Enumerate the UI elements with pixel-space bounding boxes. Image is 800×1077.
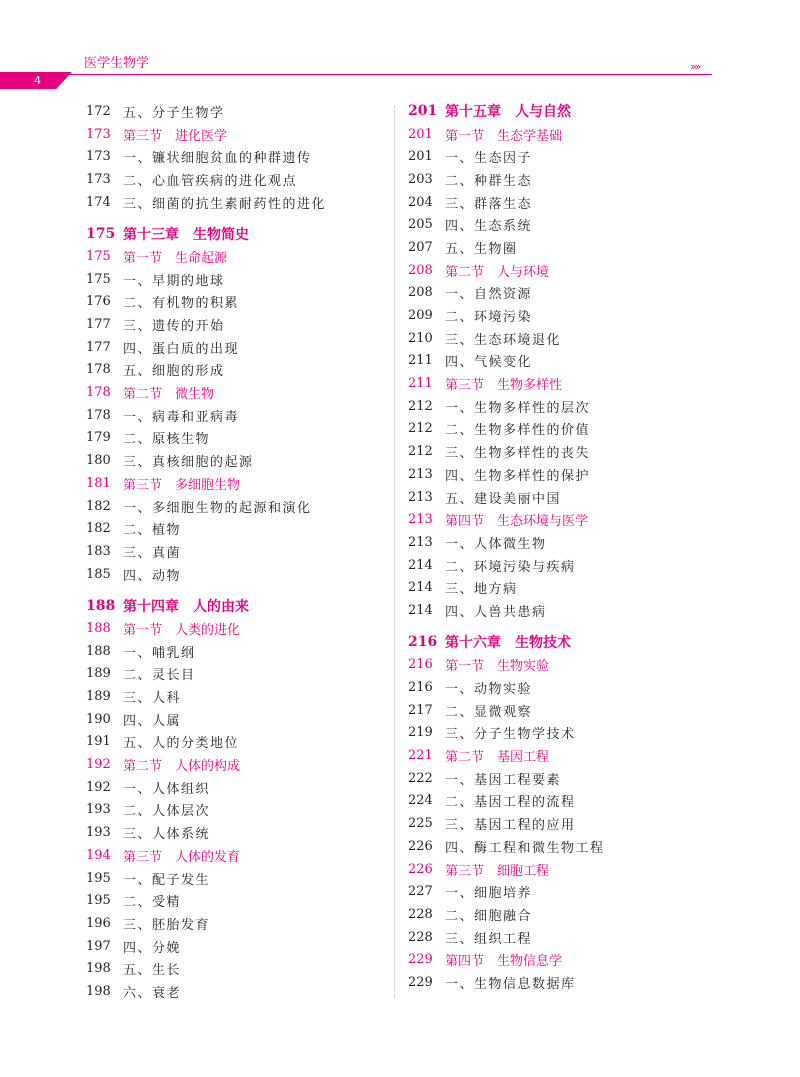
toc-entry-title: 第三节 细胞工程	[445, 863, 550, 879]
toc-page-number: 178	[86, 385, 111, 401]
toc-item	[408, 145, 718, 168]
toc-item	[86, 867, 396, 890]
toc-section	[408, 123, 718, 146]
toc-page-number: 214	[408, 557, 433, 573]
toc-entry-title: 五、建设美丽中国	[445, 491, 562, 507]
toc-section	[86, 753, 396, 776]
toc-page-number: 213	[408, 466, 433, 482]
toc-page-number: 210	[408, 330, 433, 346]
toc-item	[86, 957, 396, 980]
toc-entry-title: 第十三章 生物简史	[123, 226, 249, 243]
toc-item	[86, 935, 396, 958]
toc-page-number: 213	[408, 489, 433, 505]
toc-item	[86, 517, 396, 540]
toc-page-number: 227	[408, 884, 433, 900]
toc-item	[408, 926, 718, 949]
toc-section	[86, 123, 396, 146]
toc-entry-title: 五、细胞的形成	[123, 364, 225, 380]
toc-page-number: 201	[408, 149, 433, 165]
toc-section	[86, 472, 396, 495]
toc-page-number: 198	[86, 983, 111, 999]
toc-page-number: 188	[86, 597, 116, 614]
toc-entry-title: 二、基因工程的流程	[445, 795, 576, 811]
toc-page-number: 176	[86, 294, 111, 310]
toc-entry-title: 三、组织工程	[445, 931, 533, 947]
toc-entry-title: 三、地方病	[445, 582, 518, 598]
toc-item	[408, 191, 718, 214]
toc-item	[408, 168, 718, 191]
toc-entry-title: 四、人兽共患病	[445, 604, 547, 620]
toc-entry-title: 二、原核生物	[123, 432, 211, 448]
toc-item	[408, 350, 718, 373]
toc-section	[408, 508, 718, 531]
toc-page-number: 204	[408, 194, 433, 210]
toc-entry-title: 第四节 生态环境与医学	[445, 514, 589, 530]
toc-item	[86, 563, 396, 586]
toc-item	[86, 268, 396, 291]
toc-page-number: 177	[86, 317, 111, 333]
toc-entry-title: 第一节 生命起源	[123, 250, 228, 266]
toc-item	[408, 304, 718, 327]
toc-item	[408, 554, 718, 577]
toc-page-number: 229	[408, 974, 433, 990]
toc-page-number: 193	[86, 802, 111, 818]
toc-page-number: 216	[408, 680, 433, 696]
toc-page-number: 178	[86, 407, 111, 423]
toc-page-number: 225	[408, 816, 433, 832]
toc-page-number: 219	[408, 725, 433, 741]
toc-page-number: 197	[86, 938, 111, 954]
toc-page-number: 190	[86, 711, 111, 727]
toc-section	[86, 844, 396, 867]
toc-item	[86, 685, 396, 708]
toc-page-number: 201	[408, 103, 438, 120]
toc-entry-title: 四、蛋白质的出现	[123, 341, 240, 357]
toc-item	[408, 440, 718, 463]
toc-page-number: 189	[86, 689, 111, 705]
toc-entry-title: 五、分子生物学	[123, 105, 225, 121]
toc-page-number: 208	[408, 262, 433, 278]
toc-item	[408, 213, 718, 236]
toc-page-number: 195	[86, 870, 111, 886]
toc-page-number: 213	[408, 512, 433, 528]
toc-entry-title: 三、胚胎发育	[123, 917, 211, 933]
toc-item	[408, 835, 718, 858]
toc-entry-title: 三、生物多样性的丧失	[445, 446, 591, 462]
toc-entry-title: 二、环境污染与疾病	[445, 559, 576, 575]
toc-item	[86, 336, 396, 359]
toc-page-number: 173	[86, 126, 111, 142]
toc-page-number: 211	[408, 353, 433, 369]
toc-page-number: 217	[408, 702, 433, 718]
toc-entry-title: 一、细胞培养	[445, 886, 533, 902]
toc-entry-title: 三、真核细胞的起源	[123, 455, 254, 471]
toc-page-number: 228	[408, 906, 433, 922]
toc-item	[408, 486, 718, 509]
toc-page-number: 194	[86, 847, 111, 863]
toc-page-number: 192	[86, 779, 111, 795]
toc-entry-title: 三、人体系统	[123, 827, 211, 843]
toc-page-number: 193	[86, 825, 111, 841]
toc-entry-title: 一、早期的地球	[123, 273, 225, 289]
toc-entry-title: 一、多细胞生物的起源和演化	[123, 500, 312, 516]
toc-entry-title: 第二节 微生物	[123, 387, 215, 403]
toc-entry-title: 四、生物多样性的保护	[445, 468, 591, 484]
toc-entry-title: 一、哺乳纲	[123, 645, 196, 661]
toc-page-number: 203	[408, 171, 433, 187]
toc-page-number: 209	[408, 308, 433, 324]
toc-item	[86, 980, 396, 1003]
toc-section	[408, 948, 718, 971]
toc-item	[86, 640, 396, 663]
toc-entry-title: 五、人的分类地位	[123, 736, 240, 752]
toc-page-number: 182	[86, 521, 111, 537]
toc-entry-title: 二、植物	[123, 523, 182, 539]
toc-item	[86, 799, 396, 822]
toc-entry-title: 三、基因工程的应用	[445, 818, 576, 834]
toc-page-number: 180	[86, 453, 111, 469]
header-rule	[62, 74, 712, 75]
toc-item	[86, 912, 396, 935]
toc-page-number: 229	[408, 952, 433, 968]
toc-entry-title: 二、灵长目	[123, 668, 196, 684]
toc-page-number: 174	[86, 194, 111, 210]
toc-page-number: 195	[86, 893, 111, 909]
toc-item	[408, 327, 718, 350]
toc-item	[86, 495, 396, 518]
toc-entry-title: 四、生态系统	[445, 219, 533, 235]
toc-item	[86, 191, 396, 214]
toc-page-number: 175	[86, 271, 111, 287]
toc-page-number: 212	[408, 421, 433, 437]
toc-entry-title: 三、细菌的抗生素耐药性的进化	[123, 196, 327, 212]
toc-entry-title: 一、配子发生	[123, 872, 211, 888]
toc-page-number: 213	[408, 534, 433, 550]
toc-entry-title: 二、环境污染	[445, 310, 533, 326]
toc-entry-title: 一、人体微生物	[445, 536, 547, 552]
toc-entry-title: 一、病毒和亚病毒	[123, 409, 240, 425]
toc-page-number: 175	[86, 248, 111, 264]
toc-item	[408, 790, 718, 813]
toc-item	[86, 708, 396, 731]
toc-item	[408, 880, 718, 903]
toc-item	[408, 767, 718, 790]
toc-page-number: 173	[86, 149, 111, 165]
toc-entry-title: 四、气候变化	[445, 355, 533, 371]
toc-page-number: 201	[408, 126, 433, 142]
toc-page-number: 198	[86, 961, 111, 977]
toc-page-number: 182	[86, 498, 111, 514]
toc-entry-title: 二、种群生态	[445, 173, 533, 189]
toc-page-number: 192	[86, 757, 111, 773]
toc-item	[408, 282, 718, 305]
toc-entry-title: 五、生物圈	[445, 241, 518, 257]
toc-item	[408, 531, 718, 554]
toc-item	[86, 427, 396, 450]
toc-page-number: 175	[86, 225, 116, 242]
toc-section	[408, 858, 718, 881]
toc-entry-title: 一、人体组织	[123, 781, 211, 797]
toc-item	[408, 418, 718, 441]
toc-item	[408, 699, 718, 722]
toc-item	[86, 776, 396, 799]
toc-entry-title: 三、生态环境退化	[445, 332, 562, 348]
toc-item	[86, 404, 396, 427]
toc-entry-title: 三、遗传的开始	[123, 319, 225, 335]
toc-section	[86, 381, 396, 404]
toc-page-number: 177	[86, 339, 111, 355]
toc-entry-title: 三、群落生态	[445, 196, 533, 212]
toc-item	[408, 812, 718, 835]
toc-page-number: 214	[408, 602, 433, 618]
toc-entry-title: 第三节 多细胞生物	[123, 477, 241, 493]
toc-item	[86, 168, 396, 191]
toc-entry-title: 第二节 基因工程	[445, 750, 550, 766]
toc-page-number: 207	[408, 239, 433, 255]
toc-entry-title: 二、人体层次	[123, 804, 211, 820]
toc-page-number: 216	[408, 657, 433, 673]
toc-page-number: 173	[86, 171, 111, 187]
toc-chapter	[408, 100, 718, 123]
toc-entry-title: 第二节 人与环境	[445, 264, 550, 280]
toc-entry-title: 第十四章 人的由来	[123, 598, 249, 615]
toc-entry-title: 二、心血管疾病的进化观点	[123, 173, 298, 189]
toc-entry-title: 二、受精	[123, 895, 182, 911]
toc-page-number: 179	[86, 430, 111, 446]
toc-section	[86, 245, 396, 268]
toc-entry-title: 三、人科	[123, 691, 182, 707]
toc-entry-title: 一、生态因子	[445, 151, 533, 167]
toc-item	[408, 599, 718, 622]
toc-right-column	[408, 100, 718, 994]
toc-page-number: 181	[86, 475, 111, 491]
toc-entry-title: 一、生物多样性的层次	[445, 400, 591, 416]
toc-page-number: 212	[408, 444, 433, 460]
toc-item	[86, 449, 396, 472]
toc-entry-title: 四、动物	[123, 568, 182, 584]
toc-entry-title: 第三节 进化医学	[123, 128, 228, 144]
toc-page-number: 216	[408, 634, 438, 651]
toc-item	[86, 145, 396, 168]
toc-item	[408, 676, 718, 699]
toc-entry-title: 第三节 生物多样性	[445, 378, 563, 394]
toc-entry-title: 一、动物实验	[445, 682, 533, 698]
toc-page-number: 224	[408, 793, 433, 809]
toc-section	[408, 654, 718, 677]
toc-item	[86, 313, 396, 336]
toc-entry-title: 二、细胞融合	[445, 908, 533, 924]
toc-page-number: 185	[86, 566, 111, 582]
page-header	[0, 0, 800, 90]
toc-chapter	[408, 631, 718, 654]
toc-entry-title: 一、生物信息数据库	[445, 976, 576, 992]
toc-entry-title: 第二节 人体的构成	[123, 759, 241, 775]
toc-page-number: 188	[86, 643, 111, 659]
toc-entry-title: 四、分娩	[123, 940, 182, 956]
toc-entry-title: 第一节 人类的进化	[123, 622, 241, 638]
toc-chapter	[86, 594, 396, 617]
toc-chapter	[86, 222, 396, 245]
toc-section	[408, 372, 718, 395]
toc-entry-title: 三、真菌	[123, 545, 182, 561]
toc-entry-title: 第十六章 生物技术	[445, 635, 571, 652]
toc-page-number: 188	[86, 620, 111, 636]
toc-entry-title: 二、生物多样性的价值	[445, 423, 591, 439]
toc-item	[86, 540, 396, 563]
toc-page-number: 228	[408, 929, 433, 945]
toc-item	[408, 576, 718, 599]
book-title: 医学生物学	[84, 56, 150, 71]
toc-page-number: 183	[86, 543, 111, 559]
toc-entry-title: 一、镰状细胞贫血的种群遗传	[123, 151, 312, 167]
toc-page-number: 189	[86, 666, 111, 682]
toc-section	[408, 744, 718, 767]
toc-entry-title: 第一节 生物实验	[445, 659, 550, 675]
toc-page-number: 211	[408, 376, 433, 392]
double-chevron-icon: »»	[690, 60, 700, 73]
toc-item	[408, 971, 718, 994]
toc-entry-title: 第十五章 人与自然	[445, 104, 571, 121]
toc-left-column	[86, 100, 396, 1003]
toc-item	[86, 100, 396, 123]
toc-entry-title: 第三节 人体的发育	[123, 849, 241, 865]
toc-page-number: 226	[408, 838, 433, 854]
toc-item	[86, 731, 396, 754]
toc-entry-title: 四、酶工程和微生物工程	[445, 840, 605, 856]
toc-item	[408, 463, 718, 486]
toc-entry-title: 三、分子生物学技术	[445, 727, 576, 743]
toc-item	[408, 395, 718, 418]
toc-entry-title: 四、人属	[123, 713, 182, 729]
toc-entry-title: 二、显微观察	[445, 704, 533, 720]
toc-page-number: 178	[86, 362, 111, 378]
toc-page-number: 221	[408, 748, 433, 764]
toc-page-number: 212	[408, 398, 433, 414]
toc-item	[408, 236, 718, 259]
toc-item	[408, 903, 718, 926]
toc-entry-title: 二、有机物的积累	[123, 296, 240, 312]
toc-page-number: 208	[408, 285, 433, 301]
toc-entry-title: 一、基因工程要素	[445, 772, 562, 788]
toc-entry-title: 五、生长	[123, 963, 182, 979]
toc-page-number: 214	[408, 580, 433, 596]
toc-entry-title: 第四节 生物信息学	[445, 954, 563, 970]
toc-entry-title: 一、自然资源	[445, 287, 533, 303]
toc-page-number: 172	[86, 103, 111, 119]
toc-item	[86, 291, 396, 314]
toc-page-number: 205	[408, 217, 433, 233]
toc-page-number: 191	[86, 734, 111, 750]
toc-page-number: 226	[408, 861, 433, 877]
page-number: 4	[34, 74, 41, 87]
toc-item	[86, 359, 396, 382]
toc-entry-title: 第一节 生态学基础	[445, 128, 563, 144]
toc-item	[86, 663, 396, 686]
toc-page-number: 222	[408, 770, 433, 786]
toc-section	[86, 617, 396, 640]
toc-item	[408, 722, 718, 745]
toc-page-number: 196	[86, 915, 111, 931]
toc-item	[86, 889, 396, 912]
toc-entry-title: 六、衰老	[123, 985, 182, 1001]
toc-section	[408, 259, 718, 282]
toc-item	[86, 821, 396, 844]
